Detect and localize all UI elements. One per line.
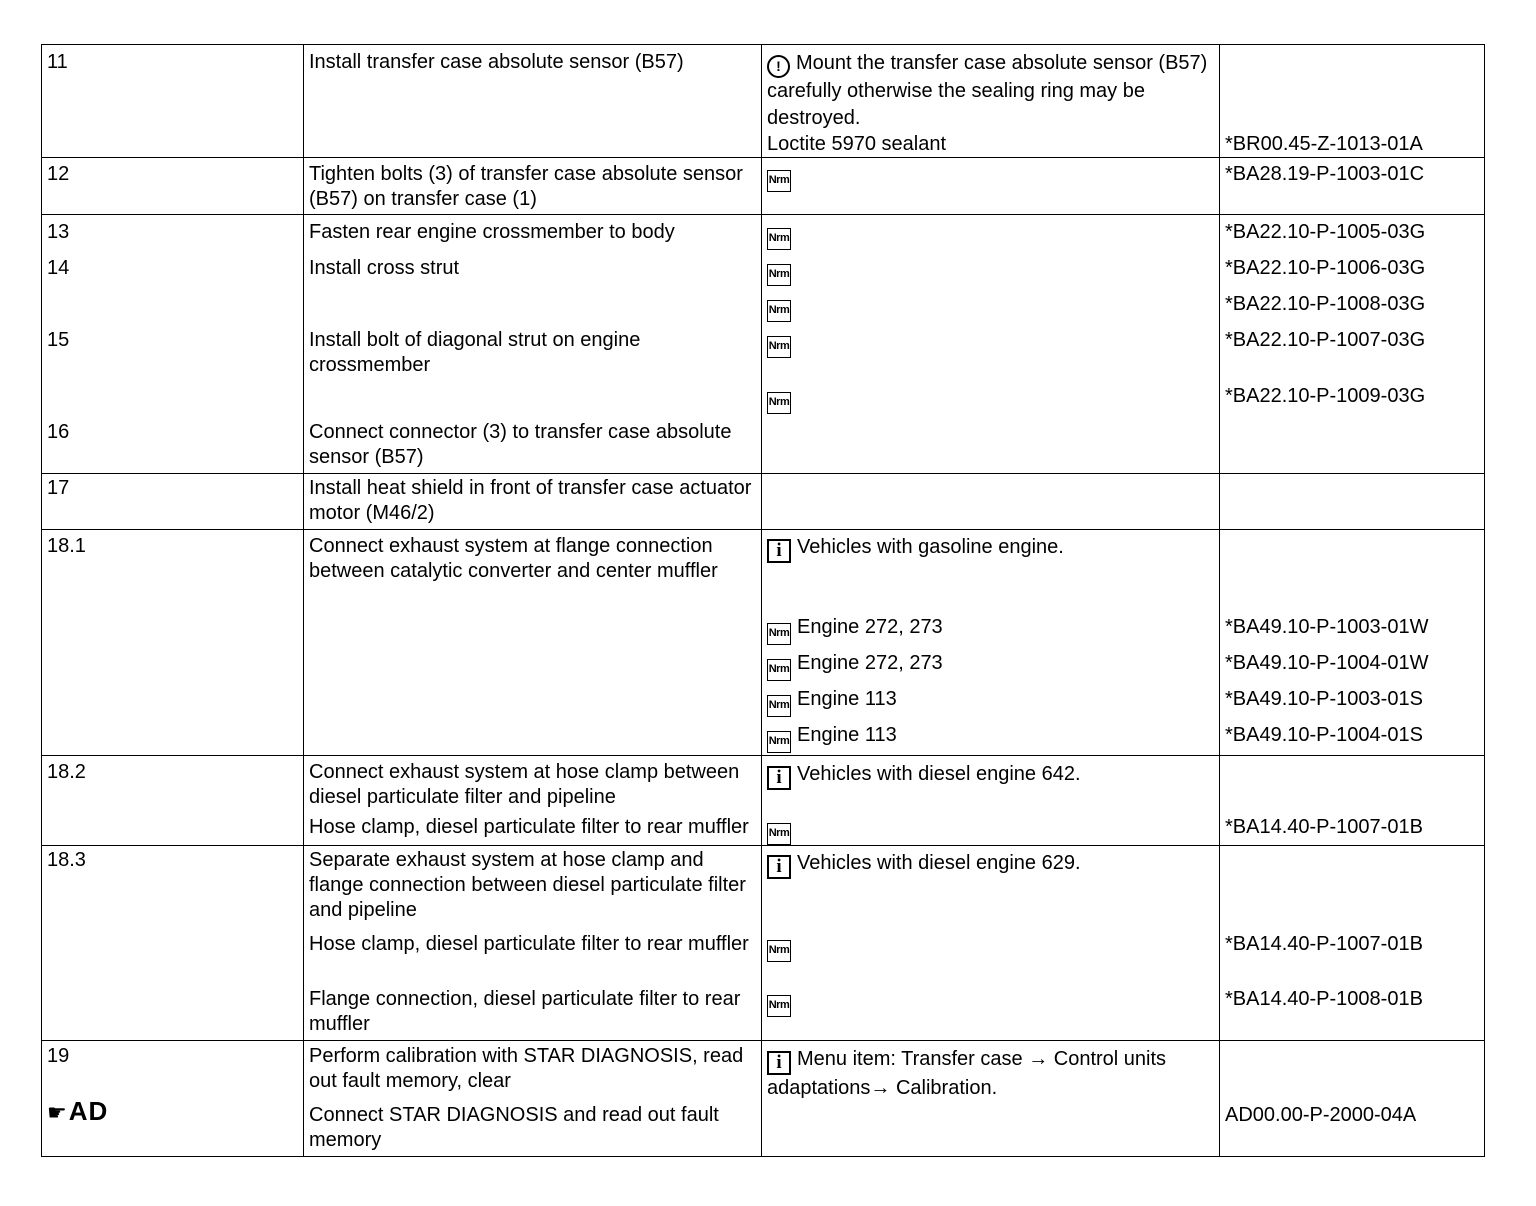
operation-text: Hose clamp, diesel particulate filter to rear muffler (309, 933, 749, 955)
step-number: 15 (42, 328, 304, 420)
operation-cell (304, 846, 762, 1041)
step-number: 12 (42, 158, 304, 215)
table-row (42, 158, 1485, 215)
table-row (42, 45, 1485, 158)
info-icon: i (767, 766, 791, 790)
step-number: 11 (42, 45, 304, 158)
list-item: Nrm Engine 272, 273 (767, 651, 1214, 687)
torque-icon: Nrm (767, 336, 791, 358)
operation-text: Flange connection, diesel particulate filter to rear muffler (309, 988, 741, 1035)
note-cell (762, 256, 1220, 328)
reference-text: *BA28.19-P-1003-01C (1220, 158, 1485, 215)
info-icon: i (767, 1051, 791, 1075)
step-number: 18.1 (42, 530, 304, 756)
step-number: 18.2 (42, 756, 304, 846)
torque-icon: Nrm (767, 300, 791, 322)
operation-text: Install bolt of diagonal strut on engine crossmember (304, 328, 762, 420)
table-row (42, 846, 1485, 1041)
reference-text: *BA22.10-P-1009-03G (1225, 385, 1426, 407)
note-cell (762, 215, 1220, 257)
ad-reference-label: AD (68, 1096, 109, 1126)
step-number: 16 (42, 420, 304, 474)
note-cell (762, 474, 1220, 530)
info-note: Vehicles with gasoline engine. (797, 536, 1064, 558)
reference-text: *BA49.10-P-1004-01S (1225, 724, 1423, 746)
reference-cell (1220, 846, 1485, 1041)
note-cell (762, 530, 1220, 756)
torque-icon: Nrm (767, 623, 791, 645)
operation-text: Connect exhaust system at hose clamp between diesel particulate filter and pipeline (309, 761, 740, 808)
torque-icon: Nrm (767, 823, 791, 845)
reference-text: *BA22.10-P-1008-03G (1225, 293, 1426, 315)
step-number: 17 (42, 474, 304, 530)
torque-icon: Nrm (767, 995, 791, 1017)
operation-text: Connect STAR DIAGNOSIS and read out fault memory (309, 1104, 719, 1151)
torque-icon: Nrm (767, 228, 791, 250)
operation-text: Fasten rear engine crossmember to body (304, 215, 762, 257)
operation-text: Separate exhaust system at hose clamp and flange connection between diesel particulate filter and pipeline (309, 849, 746, 921)
sealant-note: Loctite 5970 sealant (767, 133, 947, 155)
operation-text: Tighten bolts (3) of transfer case absolute sensor (B57) on transfer case (1) (304, 158, 762, 215)
operation-text: Hose clamp, diesel particulate filter to rear muffler (309, 816, 749, 838)
reference-text: *BA49.10-P-1003-01W (1225, 616, 1429, 638)
reference-cell (1220, 256, 1485, 328)
operation-text: Install heat shield in front of transfer case actuator motor (M46/2) (304, 474, 762, 530)
list-item: Nrm Engine 113 (767, 723, 1214, 755)
list-item: Nrm Engine 113 (767, 687, 1214, 723)
table-row (42, 756, 1485, 846)
note-cell (762, 846, 1220, 1041)
step-cell (42, 1041, 304, 1157)
step-number: 18.3 (42, 846, 304, 1041)
reference-text: *BA14.40-P-1007-01B (1225, 816, 1423, 838)
torque-icon: Nrm (767, 392, 791, 414)
reference-cell (1220, 328, 1485, 420)
info-note: Vehicles with diesel engine 642. (797, 763, 1081, 785)
table-row (42, 328, 1485, 420)
table-row (42, 420, 1485, 474)
operation-text: Connect exhaust system at flange connection between catalytic converter and center muffler (304, 530, 762, 756)
hand-pointer-icon: ☛ (47, 1100, 67, 1125)
reference-text: *BA22.10-P-1005-03G (1220, 215, 1485, 257)
procedure-table (41, 44, 1485, 1157)
note-cell (762, 158, 1220, 215)
reference-text: AD00.00-P-2000-04A (1225, 1104, 1417, 1126)
step-number: 19 (47, 1045, 70, 1067)
info-note: Vehicles with diesel engine 629. (797, 852, 1081, 874)
reference-cell (1220, 530, 1485, 756)
note-cell (762, 756, 1220, 846)
table-row (42, 215, 1485, 257)
caution-note: Mount the transfer case absolute sensor (B57) carefully otherwise the sealing ring may be destroyed. (767, 52, 1208, 129)
torque-icon: Nrm (767, 940, 791, 962)
torque-icon: Nrm (767, 170, 791, 192)
reference-text: *BA22.10-P-1006-03G (1225, 257, 1426, 279)
caution-icon: ! (767, 55, 790, 78)
reference-text: *BR00.45-Z-1013-01A (1220, 45, 1485, 158)
reference-text: *BA14.40-P-1007-01B (1225, 933, 1423, 955)
step-number: 14 (42, 256, 304, 328)
table-row (42, 474, 1485, 530)
operation-text: Install transfer case absolute sensor (B57) (304, 45, 762, 158)
reference-text: *BA14.40-P-1008-01B (1225, 988, 1423, 1010)
operation-text: Install cross strut (304, 256, 762, 328)
operation-text: Connect connector (3) to transfer case absolute sensor (B57) (304, 420, 762, 474)
reference-text: *BA22.10-P-1007-03G (1225, 329, 1426, 351)
torque-icon: Nrm (767, 659, 791, 681)
reference-text: *BA49.10-P-1004-01W (1225, 652, 1429, 674)
table-row (42, 530, 1485, 756)
operation-cell (304, 756, 762, 846)
table-row (42, 1041, 1485, 1157)
reference-cell (1220, 420, 1485, 474)
list-item: Nrm Engine 272, 273 (767, 615, 1214, 651)
reference-cell (1220, 474, 1485, 530)
note-cell (762, 45, 1220, 158)
info-icon: i (767, 539, 791, 563)
torque-icon: Nrm (767, 264, 791, 286)
note-cell (762, 1041, 1220, 1157)
operation-text: Perform calibration with STAR DIAGNOSIS, read out fault memory, clear (309, 1045, 744, 1092)
info-note: Menu item: Transfer case → Control units adaptations→ Calibration. (767, 1048, 1167, 1099)
info-icon: i (767, 855, 791, 879)
torque-icon: Nrm (767, 731, 791, 753)
torque-icon: Nrm (767, 695, 791, 717)
note-cell (762, 420, 1220, 474)
table-row (42, 256, 1485, 328)
reference-cell (1220, 1041, 1485, 1157)
operation-cell (304, 1041, 762, 1157)
note-cell (762, 328, 1220, 420)
reference-cell (1220, 756, 1485, 846)
reference-text: *BA49.10-P-1003-01S (1225, 688, 1423, 710)
step-number: 13 (42, 215, 304, 257)
